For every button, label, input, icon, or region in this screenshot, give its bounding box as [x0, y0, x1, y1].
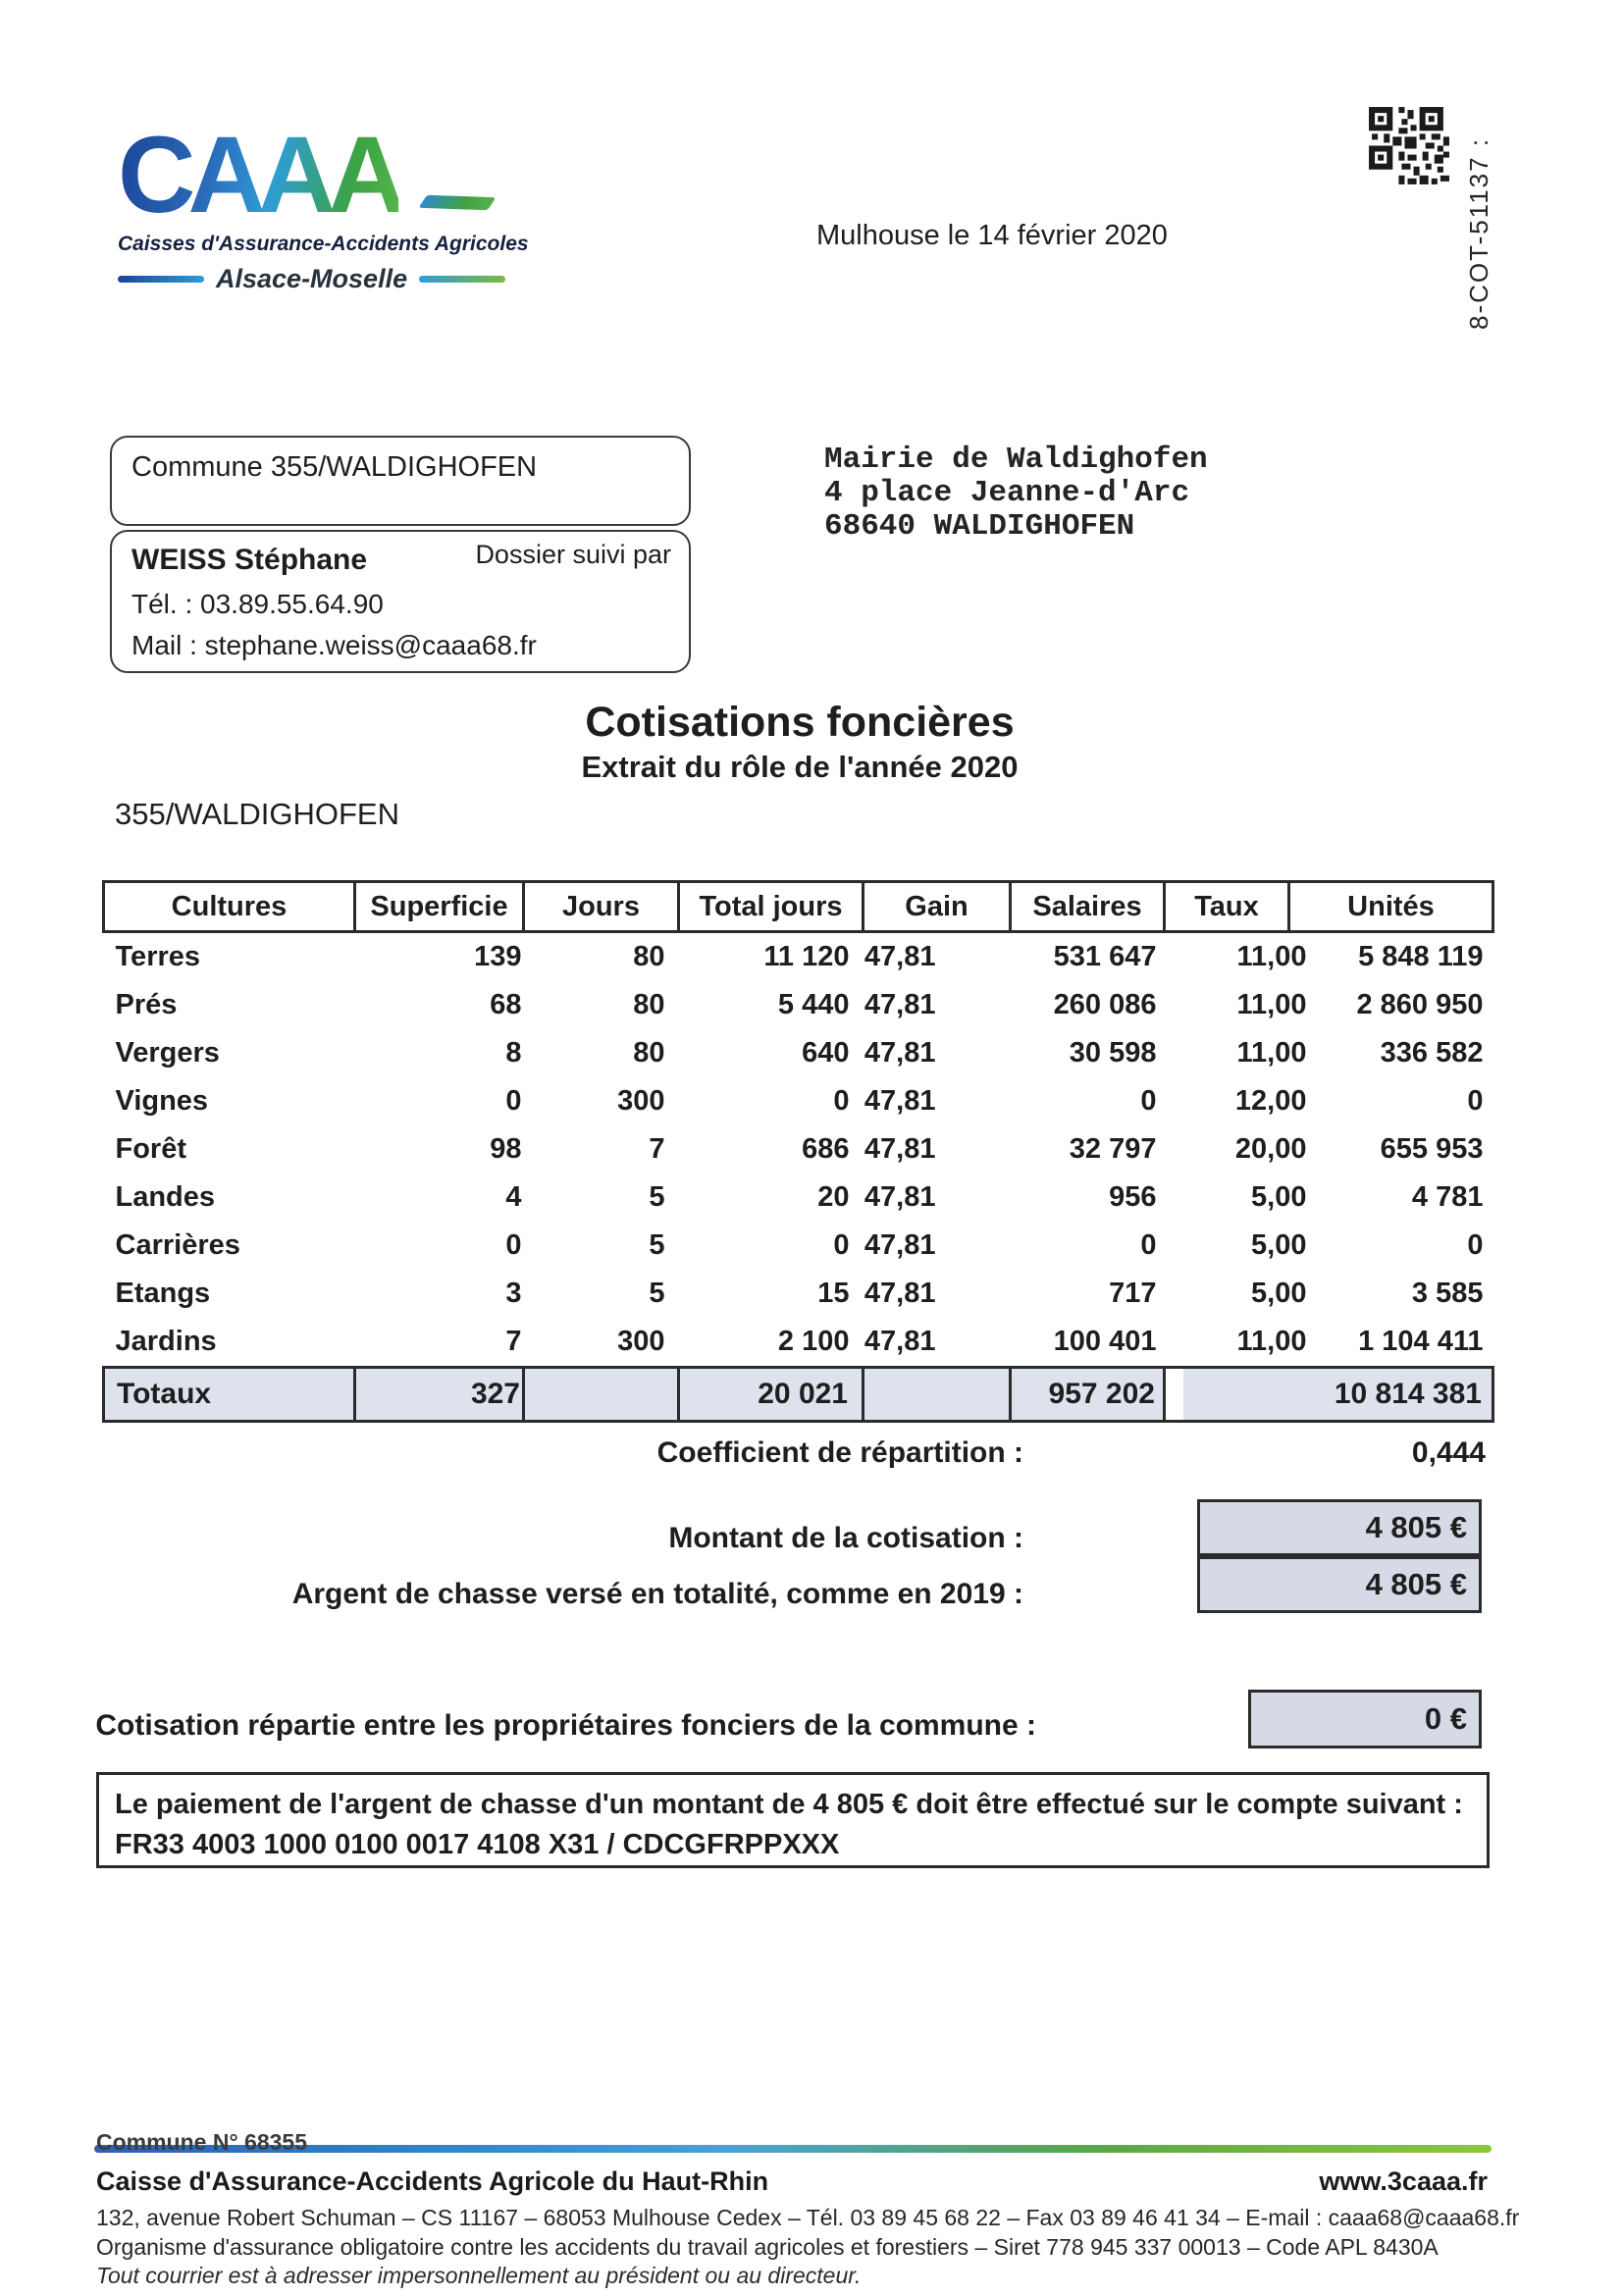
argent-chasse-value-box: [1197, 1556, 1482, 1613]
cell-value: 47,81: [864, 1229, 936, 1261]
argent-chasse-label: Argent de chasse versé en totalité, comme en 2019 :: [291, 1578, 1023, 1610]
payment-line-1: Le paiement de l'argent de chasse d'un montant de 4 805 € doit être effectué sur le compte suivant :: [115, 1789, 1463, 1820]
cell-value: 47,81: [864, 1133, 936, 1165]
column-header: Total jours: [679, 882, 864, 932]
cell-value: 30 598: [1069, 1037, 1157, 1069]
montant-value-box: [1197, 1499, 1482, 1556]
logo-region-row: [118, 264, 510, 294]
totals-label: Totaux: [104, 1368, 355, 1422]
cell-value: 5,00: [1251, 1278, 1307, 1309]
row-label: Terres: [115, 941, 201, 972]
column-header: Jours: [524, 882, 679, 932]
cell-value: 11,00: [1236, 989, 1307, 1020]
cell-value: 20: [817, 1181, 850, 1213]
cell-value: 2 860 950: [1356, 989, 1484, 1020]
cell-value: 0: [1140, 1229, 1157, 1261]
logo-acronym: CAAA: [118, 115, 398, 235]
document-title: Cotisations foncières: [585, 699, 1015, 746]
caaa-logo: [118, 115, 529, 294]
cell-value: 11,00: [1236, 1037, 1307, 1069]
column-header: Salaires: [1011, 882, 1165, 932]
payment-iban-line: FR33 4003 1000 0100 0017 4108 X31 / CDCGFRPPXXX: [115, 1829, 840, 1861]
row-label: Jardins: [115, 1326, 217, 1357]
cell-value: 47,81: [864, 1037, 936, 1069]
cell-value: 3 585: [1411, 1278, 1484, 1309]
table-totals-row: [104, 1368, 1493, 1422]
recipient-line: 68640 WALDIGHOFEN: [824, 509, 1135, 544]
row-label: Vergers: [115, 1037, 220, 1069]
table-row: [104, 1077, 1493, 1125]
document-subtitle: Extrait du rôle de l'année 2020: [581, 750, 1019, 784]
footer-notice-line: Tout courrier est à adresser impersonnellement au président ou au directeur.: [96, 2263, 862, 2288]
recipient-line: 4 place Jeanne-d'Arc: [824, 476, 1190, 510]
footer-address-line: 132, avenue Robert Schuman – CS 11167 – 68053 Mulhouse Cedex – Tél. 03 89 45 68 22 – Fax 03 89 46 41 34 – E-mail : caaa68@caaa68.fr: [96, 2205, 1520, 2230]
cell-value: 32 797: [1069, 1133, 1157, 1165]
table-row: [104, 1029, 1493, 1077]
cell-value: 5: [649, 1181, 665, 1213]
footer-org-line: Organisme d'assurance obligatoire contre les accidents du travail agricoles et forestiers – Siret 778 945 337 00013 – Code APL 8430A: [96, 2234, 1439, 2260]
cell-value: 47,81: [864, 1085, 936, 1117]
cell-value: 47,81: [864, 989, 936, 1020]
table-row: [104, 1318, 1493, 1368]
document-ref-code: 8-COT-51137 :: [1464, 136, 1493, 330]
contact-mail: Mail : stephane.weiss@caaa68.fr: [131, 630, 537, 660]
cell-value: 11,00: [1236, 941, 1307, 972]
totals-value: [524, 1368, 679, 1422]
cell-value: 0: [1467, 1085, 1484, 1117]
table-header-row: [104, 882, 1493, 932]
payment-instructions-box: [96, 1772, 1490, 1868]
cell-value: 47,81: [864, 1181, 936, 1213]
cell-value: 5 848 119: [1358, 941, 1484, 972]
cell-value: 5: [649, 1278, 665, 1309]
logo-swash-icon: [419, 195, 497, 211]
cell-value: 11 120: [763, 941, 850, 972]
row-label: Forêt: [115, 1133, 186, 1165]
column-header: Taux: [1165, 882, 1289, 932]
cell-value: 0: [1140, 1085, 1157, 1117]
cultures-table: [102, 880, 1494, 1423]
cotisation-repartie-label: Cotisation répartie entre les propriétaires fonciers de la commune :: [95, 1709, 1036, 1742]
cell-value: 47,81: [864, 941, 936, 972]
totals-value: 957 202: [1011, 1368, 1165, 1422]
argent-chasse-value: 4 805 €: [1365, 1567, 1467, 1601]
cell-value: 80: [633, 941, 665, 972]
cell-value: 2 100: [777, 1326, 850, 1357]
cell-value: 98: [490, 1133, 522, 1165]
montant-value: 4 805 €: [1365, 1510, 1467, 1544]
cell-value: 300: [617, 1085, 665, 1117]
qr-code-icon: [1366, 104, 1452, 190]
cell-value: 300: [617, 1326, 665, 1357]
cell-value: 0: [1467, 1229, 1484, 1261]
cell-value: 4 781: [1411, 1181, 1484, 1213]
cell-value: 260 086: [1053, 989, 1157, 1020]
dateline: Mulhouse le 14 février 2020: [816, 220, 1168, 251]
cell-value: 8: [505, 1037, 522, 1069]
column-header: Superficie: [355, 882, 524, 932]
cell-value: 139: [474, 941, 522, 972]
table-row: [104, 981, 1493, 1029]
table-row: [104, 1222, 1493, 1270]
cell-value: 47,81: [864, 1326, 936, 1357]
cell-value: 336 582: [1380, 1037, 1484, 1069]
cell-value: 0: [505, 1229, 522, 1261]
row-label: Prés: [115, 989, 178, 1020]
contact-name: WEISS Stéphane: [131, 544, 368, 576]
cell-value: 3: [505, 1278, 522, 1309]
totals-value: 20 021: [679, 1368, 864, 1422]
contact-box: [110, 530, 691, 673]
contact-phone: Tél. : 03.89.55.64.90: [131, 589, 384, 619]
totals-value: [1182, 1368, 1307, 1422]
commune-label: 355/WALDIGHOFEN: [115, 797, 399, 831]
logo-subtitle: Caisses d'Assurance-Accidents Agricoles: [118, 233, 529, 256]
logo-region-label: Alsace-Moselle: [216, 264, 408, 294]
cell-value: 5,00: [1251, 1181, 1307, 1213]
cell-value: 640: [802, 1037, 850, 1069]
table-body: [104, 932, 1493, 1368]
recipient-line: Mairie de Waldighofen: [824, 443, 1208, 477]
cell-value: 0: [833, 1229, 850, 1261]
cell-value: 1 104 411: [1358, 1326, 1484, 1357]
table-row: [104, 932, 1493, 982]
cell-value: 7: [505, 1326, 522, 1357]
cell-value: 80: [633, 1037, 665, 1069]
row-label: Carrières: [115, 1229, 240, 1261]
logo-bar-left-icon: [118, 276, 204, 283]
cotisation-repartie-value: 0 €: [1424, 1701, 1467, 1736]
totals-value: 327: [355, 1368, 524, 1422]
logo-bar-right-icon: [419, 276, 505, 283]
cell-value: 956: [1109, 1181, 1157, 1213]
cell-value: 4: [505, 1181, 522, 1213]
cell-value: 0: [505, 1085, 522, 1117]
table-row: [104, 1174, 1493, 1222]
commune-box-label: Commune 355/WALDIGHOFEN: [131, 451, 538, 483]
totals-value: 10 814 381: [1289, 1368, 1493, 1422]
cell-value: 0: [833, 1085, 850, 1117]
cell-value: 12,00: [1234, 1085, 1307, 1117]
cell-value: 655 953: [1380, 1133, 1484, 1165]
coefficient-label: Coefficient de répartition :: [656, 1436, 1023, 1469]
commune-box: [110, 436, 691, 526]
cell-value: 11,00: [1236, 1326, 1307, 1357]
cell-value: 686: [802, 1133, 850, 1165]
cell-value: 5 440: [777, 989, 850, 1020]
footer-org-name: Caisse d'Assurance-Accidents Agricole du Haut-Rhin: [96, 2166, 769, 2196]
footer-commune-ref: Commune N° 68355: [96, 2129, 307, 2155]
recipient-address: [824, 444, 1208, 544]
row-label: Vignes: [115, 1085, 209, 1117]
cell-value: 100 401: [1053, 1326, 1157, 1357]
cell-value: 20,00: [1234, 1133, 1307, 1165]
totals-value: [864, 1368, 1011, 1422]
cell-value: 717: [1109, 1278, 1157, 1309]
cell-value: 5: [649, 1229, 665, 1261]
dossier-suivi-label: Dossier suivi par: [475, 540, 671, 569]
row-label: Landes: [115, 1181, 216, 1213]
column-header: Gain: [864, 882, 1011, 932]
row-label: Etangs: [115, 1278, 211, 1309]
cell-value: 80: [633, 989, 665, 1020]
cell-value: 47,81: [864, 1278, 936, 1309]
coefficient-value: 0,444: [1411, 1436, 1486, 1469]
montant-label: Montant de la cotisation :: [668, 1522, 1023, 1554]
column-header: Cultures: [104, 882, 355, 932]
cell-value: 5,00: [1251, 1229, 1307, 1261]
cell-value: 531 647: [1053, 941, 1157, 972]
cell-value: 68: [490, 989, 522, 1020]
cell-value: 15: [817, 1278, 850, 1309]
cotisation-repartie-value-box: [1248, 1690, 1482, 1748]
table-row: [104, 1270, 1493, 1318]
cell-value: 7: [649, 1133, 665, 1165]
table-row: [104, 1125, 1493, 1174]
column-header: Unités: [1289, 882, 1493, 932]
footer-website: www.3caaa.fr: [1319, 2166, 1488, 2196]
